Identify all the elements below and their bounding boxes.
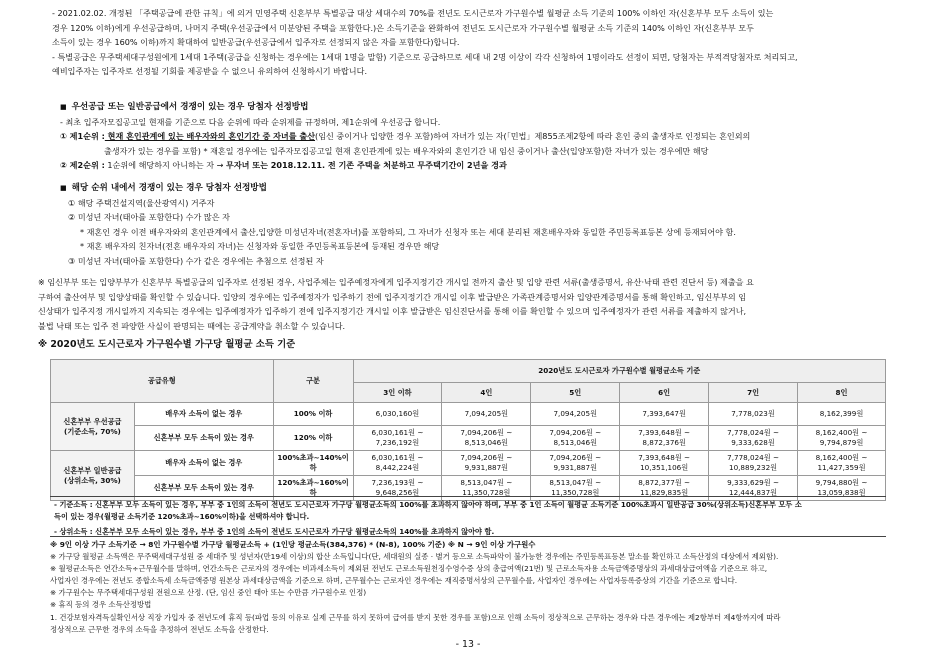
income-range-cell: 7,778,024원 ~ 10,889,232원 [709,451,798,476]
note-line: 구하여 출산여부 및 입양상태를 확인할 수 있습니다. 입양의 경우에는 입주예정자가 입주하기 전에 입주지정기간 개시일 이후 발급받은 가족관계증명서와 입양관계증명서를 통해 확인하고, 임신부부의 임 [38,291,747,302]
divider [50,536,886,537]
income-range-cell: 7,393,648원 ~ 8,872,376원 [620,426,709,451]
income-range-cell: 6,030,161원 ~ 8,442,224원 [353,451,442,476]
intro-section [0,6,936,79]
table-row [51,451,886,476]
selection-method-section [0,100,936,173]
income-range-cell: 8,513,047원 ~ 11,350,728원 [531,476,620,501]
footnote: ※ 가구원수는 무주택세대구성원 전원으로 산정. (단, 임신 중인 태아 또는 수만큼 가구원수로 인정) [50,588,367,598]
row-percent: 100%초과~140%이하 [273,451,353,476]
income-cell: 7,393,647원 [620,403,709,426]
page-number: - 13 - [455,639,481,650]
row-type: 배우자 소득이 없는 경우 [134,403,273,426]
priority-1-note: 출생자가 있는 경우를 포함) * 재혼일 경우에는 입주자모집공고일 현재 혼인관계에 있는 배우자와의 혼인기간 내 임신 중이거나 출산(입양포함)한 자녀가 있는 경우에만 해당 [104,145,709,156]
income-range-cell: 7,393,648원 ~ 10,351,106원 [620,451,709,476]
header-household-size: 7인 [709,383,798,403]
tiebreak-note: * 재혼인 경우 이전 배우자와의 혼인관계에서 출산,입양한 미성년자녀(전혼자녀)를 포함하되, 그 자녀가 신청자 또는 세대 분리된 재혼배우자와 동일한 주민등록표등본 상에 등재되어야 함. [80,226,736,237]
note-line: ※ 임신부부 또는 입양부부가 신혼부부 특별공급의 입주자로 선정된 경우, 사업주체는 입주예정자에게 입주지정기간 개시일 전까지 출산 및 입양 관련 서류(출생증명서, 유산·낙태 관련 진단서 등) 제출을 요 [38,277,754,287]
group-label: 신혼부부 우선공급 (기준소득, 70%) [51,403,135,451]
footnote: 사업자인 경우에는 전년도 종합소득세 소득금액증명 원본상 과세대상금액을 기준으로 하며, 근무월수는 근로자인 경우에는 재직증명서상의 근무월수를, 사업자인 경우에는 사업자등록증상의 기간을 기준으로 합니다. [50,576,738,586]
table-row [51,403,886,426]
row-type: 신혼부부 모두 소득이 있는 경우 [134,426,273,451]
pregnancy-note [0,275,936,333]
square-bullet-icon: ■ [60,103,67,111]
header-household-size: 8인 [798,383,886,403]
row-type: 배우자 소득이 없는 경우 [134,451,273,476]
square-bullet-icon: ■ [60,184,67,192]
footnote: ※ 가구당 월평균 소득액은 무주택세대구성원 중 세대주 및 성년자(만19세 이상)의 합산 소득입니다(단, 세대원의 실종 · 별거 등으로 소득파악이 불가능한 경우에는 주민등록표등본 말소를 확인하고 소득산정의 대상에서 제외함). [50,552,779,562]
header-supply-type: 공급유형 [51,360,274,403]
intro-line: 경우 120% 이하)에게 우선공급하며, 나머지 주택(우선공급에서 미분양된 주택을 포함한다.)은 소득기준을 완화하여 전년도 도시근로자 가구원수별 월평균 소득 기준의 140% 이하인 자(신혼부부 모두 [52,22,754,33]
tiebreak-item: ② 미성년 자녀(태아를 포함한다) 수가 많은 자 [68,212,230,222]
income-cell: 7,778,023원 [709,403,798,426]
note-line: - 상위소득 : 신혼부부 모두 소득이 있는 경우, 부부 중 1인의 소득이 전년도 도시근로자 가구당 월평균소득의 140%를 초과하지 않아야 함. [54,527,495,536]
intro-line: - 2021.02.02. 개정된 「주택공급에 관한 규칙」에 의거 민영주택 신혼부부 특별공급 대상 세대수의 70%를 전년도 도시근로자 가구원수별 월평균 소득 기준의 100% 이하인 자(신혼부부 모두 소득이 있는 [52,8,774,18]
note-line: 신상태가 입주지정 개시일까지 지속되는 경우에는 입주예정자가 입주하기 전에 입주지정기간 개시일 이후 발급받은 임신진단서를 통해 이를 확인할 수 있으며 입주예정자가 관련 서류를 제출하지 않거나, [38,306,747,316]
intro-line: - 특별공급은 무주택세대구성원에게 1세대 1주택(공급을 신청하는 경우에는 1세대 1명을 말함) 기준으로 공급하므로 세대 내 2명 이상이 각각 신청하여 1명이라도 선정이 되면, 당첨자는 부적격당첨자로 처리되고, [52,51,798,62]
header-income-standard: 2020년도 도시근로자 가구원수별 월평균소득 기준 [353,360,886,383]
header-household-size: 6인 [620,383,709,403]
income-cell: 6,030,160원 [353,403,442,426]
income-range-cell: 7,236,193원 ~ 9,648,256원 [353,476,442,501]
note-line: 득이 있는 경우(월평균 소득기준 120%초과~160%이하)을 선택하셔야 합니다. [54,512,310,521]
row-type: 신혼부부 모두 소득이 있는 경우 [134,476,273,501]
footnotes [0,539,936,636]
tiebreak-item: ③ 미성년 자녀(태아를 포함한다) 수가 같은 경우에는 추첨으로 선정된 자 [68,255,324,266]
priority-2: ② 제2순위 : 1순위에 해당하지 아니하는 자 → 무자녀 또는 2018.12.11. 전 기존 주택을 처분하고 무주택기간이 2년을 경과 [60,160,507,170]
note-line: 불법 낙태 또는 입주 전 파양한 사실이 판명되는 때에는 공급계약을 취소할 수 있습니다. [38,320,346,331]
group-label: 신혼부부 일반공급 (상위소득, 30%) [51,451,135,501]
income-range-cell: 8,162,400원 ~ 11,427,359원 [798,451,886,476]
footnote: ※ 9인 이상 가구 소득기준 → 8인 가구원수별 가구당 월평균소득 + (1인당 평균소득(384,376) * (N-8), 100% 기준) ※ N → 9인 이상 가구원수 [50,540,536,549]
income-range-cell: 7,778,024원 ~ 9,333,628원 [709,426,798,451]
footnote: 1. 건강보험자격득실확인서상 직장 가입자 중 전년도에 휴직 등(파업 등의 이유로 실제 근무를 하지 못하여 급여를 받지 못한 경우를 포함)으로 인해 소득이 정상적으로 근무하는 경우와 다른 경우에는 제2항부터 제4항까지에 따라 [50,612,781,622]
income-range-cell: 6,030,161원 ~ 7,236,192원 [353,426,442,451]
income-range-cell: 9,333,629원 ~ 12,444,837원 [709,476,798,501]
table-notes [50,496,886,538]
income-range-cell: 7,094,206원 ~ 9,931,887원 [531,451,620,476]
income-cell: 7,094,205원 [531,403,620,426]
income-table [50,359,886,501]
table-row [51,426,886,451]
row-percent: 120% 이하 [273,426,353,451]
income-range-cell: 8,162,400원 ~ 9,794,879원 [798,426,886,451]
footnote: ※ 휴직 등의 경우 소득산정방법 [50,600,152,610]
intro-line: 예비입주자는 입주자로 선정될 기회를 제공받을 수 없으니 유의하여 신청하시기 바랍니다. [52,66,368,76]
income-range-cell: 7,094,206원 ~ 8,513,046원 [442,426,531,451]
table-title: ※ 2020년도 도시근로자 가구원수별 가구당 월평균 소득 기준 [38,339,296,350]
footnote: ※ 월평균소득은 연간소득÷근무월수를 말하며, 연간소득은 근로자의 경우에는 비과세소득이 제외된 전년도 근로소득원천징수영수증 상의 총급여액(21번) 및 근로소득자용 소득금액증명상의 과세대상급여액을 기준으로 하고, [50,564,768,574]
income-range-cell: 7,094,206원 ~ 9,931,887원 [442,451,531,476]
intro-line: 소득이 있는 경우 160% 이하)까지 확대하여 일반공급(우선공급에서 입주자로 선정되지 않은 자를 포함한다)합니다. [52,37,460,47]
header-household-size: 4인 [442,383,531,403]
tiebreak-note: * 재혼 배우자의 친자녀(전혼 배우자의 자녀)는 신청자와 동일한 주민등록표등본에 등재된 경우만 해당 [80,241,440,251]
row-percent: 120%초과~160%이하 [273,476,353,501]
tiebreak-section [0,181,936,268]
income-cell: 8,162,399원 [798,403,886,426]
tiebreak-item: ① 해당 주택건설지역(울산광역시) 거주자 [68,197,215,208]
income-range-cell: 7,094,206원 ~ 8,513,046원 [531,426,620,451]
section-heading: ■ 해당 순위 내에서 경쟁이 있는 경우 당첨자 선정방법 [60,183,267,193]
section-lead: - 최초 입주자모집공고일 현재를 기준으로 다음 순위에 따라 순위제를 규정하며, 제1순위에 우선공급 합니다. [60,116,441,127]
header-household-size: 5인 [531,383,620,403]
row-percent: 100% 이하 [273,403,353,426]
priority-1: ① 제1순위 : 현재 혼인관계에 있는 배우자와의 혼인기간 중 자녀를 출산(임신 중이거나 입양한 경우 포함)하여 자녀가 있는 자(「민법」제855조제2항에 따라 혼인 중의 출생자로 인정되는 혼인외의 [60,131,751,141]
header-class: 구분 [273,360,353,403]
footnote: 정상적으로 근무한 경우의 소득을 추정하여 전년도 소득을 산정한다. [50,624,269,634]
header-household-size: 3인 이하 [353,383,442,403]
section-heading: ■ 우선공급 또는 일반공급에서 경쟁이 있는 경우 당첨자 선정방법 [60,102,309,112]
note-line: - 기준소득 : 신혼부부 모두 소득이 있는 경우, 부부 중 1인의 소득이 전년도 도시근로자 가구당 월평균소득의 100%를 초과하지 않아야 하며, 부부 중 1인 소득이 월평균 소득기준 100%초과시 일반공급 30%(상위소득)신혼부부 모두 소 [54,500,802,509]
income-range-cell: 8,513,047원 ~ 11,350,728원 [442,476,531,501]
income-range-cell: 8,872,377원 ~ 11,829,835원 [620,476,709,501]
income-cell: 7,094,205원 [442,403,531,426]
income-range-cell: 9,794,880원 ~ 13,059,838원 [798,476,886,501]
